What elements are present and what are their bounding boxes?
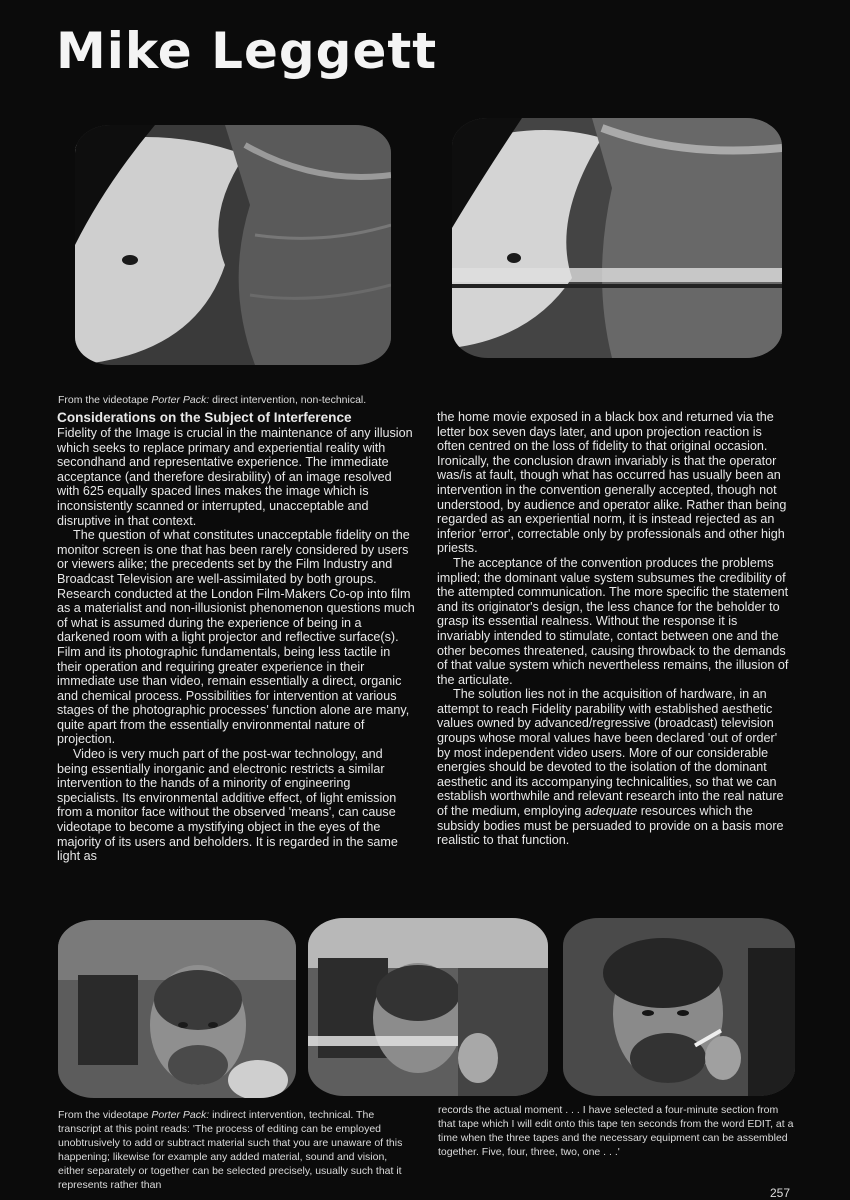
article-paragraph: The question of what constitutes unacceptable fidelity on the monitor screen is one that has been rarely considered by users or viewers alike; the precedents set by the Film Industry and Broadcast Television are well-assimilated by both groups. Research conducted at the London Film-Makers Co-op into film as a materialist and non-illusionist phenomenon questions much of what is assumed during the experience of being in a darkened room with a light projector and reflective surface(s). Film and its photographic fundamentals, being less tactile in their operation and requiring greater experience in their immediate use than video, remain essentially a direct, organic and chemical process. Possibilities for intervention at various stages of the photographic processes' function alone are many, quite apart from the essentially environmental nature of projection. [57,528,415,747]
video-still-bottom-3 [563,918,795,1096]
bottom-caption-right: records the actual moment . . . I have selected a four-minute section from that tape which I will edit onto this tape ten seconds from the word EDIT, at a time when the three tapes and the necessary equipment can be assembled together. Five, four, three, two, one . . .' [438,1104,794,1158]
page-title: Mike Leggett [56,22,438,80]
article-paragraph: The acceptance of the convention produces the problems implied; the dominant value system subsumes the credibility of the attempted communication. The more specific the statement and its originator's design, the less chance for the beholder to grasp its essential realness. Without the response it is invariably intended to stimulate, contact between one and the other becomes threatened, causing throwback to the demands of that value system which nevertheless remains, the illusion of the articulate. [437,555,789,687]
article-paragraph: Fidelity of the Image is crucial in the maintenance of any illusion which seeks to replace primary and experiential reality with secondhand and representative experience. The immediate acceptance (and therefore desirability) of an image resolved with 625 equally spaced lines makes the image which is inconsistently scanned or interrupted, unacceptable and disruptive in that context. [57,426,413,528]
bottom-caption-left: From the videotape Porter Pack: indirect intervention, technical. The transcript at this point reads: 'The process of editing can be employed unobtrusively to add or subtract material such that you are unaware of this happening; likewise for example any added material, sound and vision, either separately or together can be selected precisely, usually such that it represents rather than [58,1109,403,1191]
video-still-top-right [452,118,782,358]
article-column-left [57,410,415,864]
article-column-right [437,410,793,848]
article-heading: Considerations on the Subject of Interference [57,410,352,425]
top-caption: From the videotape Porter Pack: direct intervention, non-technical. [58,394,367,406]
article-paragraph: The solution lies not in the acquisition of hardware, in an attempt to reach Fidelity parability with established aesthetic values owned by advanced/regressive (broadcast) television groups whose moral values have been declared 'out of order' by most independent video users. More of our considerable energies should be devoted to the isolation of the dominant aesthetic and its accompanying technicalities, so that we can establish worthwhile and relevant research into the real nature of the medium, employing adequate resources which the subsidy bodies must be persuaded to provide on a basis more realistic to that function. [437,687,784,848]
video-still-bottom-2 [308,918,548,1096]
article-paragraph: the home movie exposed in a black box and returned via the letter box seven days later, and upon projection reaction is often centred on the loss of fidelity to that original occasion. Ironically, the conclusion drawn invariably is that the operator was/is at fault, though what has occurred has usually been an intervention in the convention generally accepted, though not understood, by audience and operator alike. Rather than being regarded as an experiential norm, it is instead rejected as an inferior 'error', correctable only by professionals and other high priests. [437,410,787,556]
page-number: 257 [769,1186,790,1200]
video-still-bottom-1 [58,920,296,1098]
article-paragraph: Video is very much part of the post-war technology, and being essentially inorganic and electronic restricts a similar intervention to the hands of a minority of engineering specialists. Its environmental additive effect, of light emission from a monitor face without the observed 'means', can cause videotape to become a mystifying object in the eyes of the majority of its users and beholders. It is regarded in the same light as [57,747,398,864]
video-still-top-left [75,125,391,365]
